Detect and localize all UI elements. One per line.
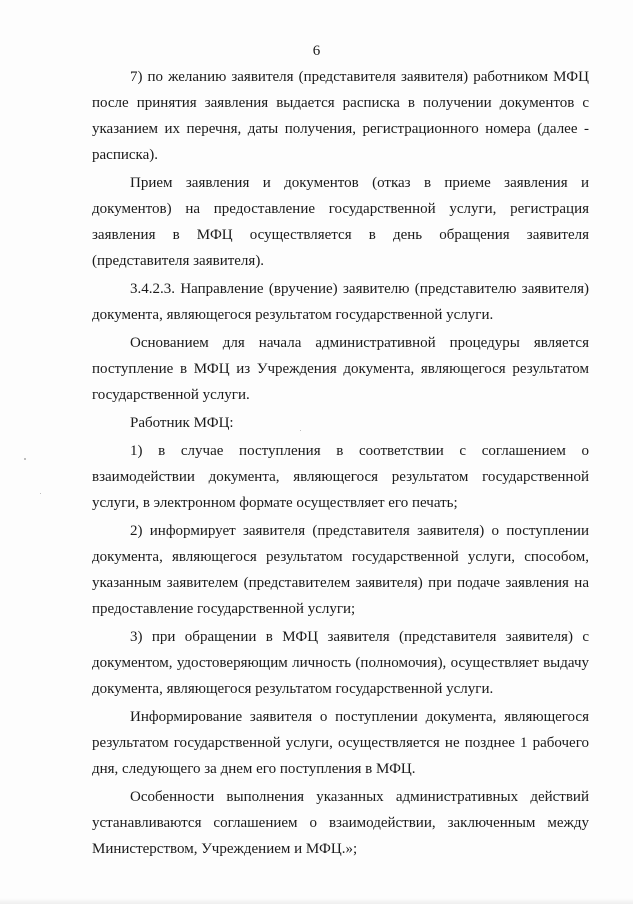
paragraph-basis: Основанием для начала административной процедуры является поступление в МФЦ из Учреждения документа, являющегося результатом государственной услуги. bbox=[92, 335, 589, 403]
paragraph-worker: Работник МФЦ: bbox=[130, 415, 234, 431]
document-body bbox=[92, 64, 589, 864]
list-item-2: 2) информирует заявителя (представителя заявителя) о поступлении документа, являющегося результатом государственной услуги, способом, указанным заявителем (представителем заявителя) при подаче заявления на предоставление государственной услуги; bbox=[92, 523, 589, 617]
list-item-1: 1) в случае поступления в соответствии с соглашением о взаимодействии документа, являющегося результатом государственной услуги, в электронном формате осуществляет его печать; bbox=[92, 443, 589, 511]
paragraph-acceptance: Прием заявления и документов (отказ в приеме заявления и документов) на предоставление государственной услуги, регистрация заявления в МФЦ осуществляется в день обращения заявителя (представителя заявителя). bbox=[92, 175, 589, 269]
scan-speck bbox=[40, 493, 41, 494]
scan-speck bbox=[24, 458, 26, 460]
scan-speck bbox=[300, 430, 301, 431]
paragraph-informing: Информирование заявителя о поступлении документа, являющегося результатом государственной услуги, осуществляется не позднее 1 рабочего дня, следующего за днем его поступления в МФЦ. bbox=[92, 709, 589, 777]
list-item-3: 3) при обращении в МФЦ заявителя (представителя заявителя) с документом, удостоверяющим личность (полномочия), осуществляет выдачу документа, являющегося результатом государственной услуги. bbox=[92, 629, 589, 697]
paragraph-receipt: 7) по желанию заявителя (представителя заявителя) работником МФЦ после принятия заявления выдается расписка в получении документов с указанием их перечня, даты получения, регистрационного номера (далее - расписка). bbox=[92, 69, 589, 163]
paragraph-section-3-4-2-3: 3.4.2.3. Направление (вручение) заявителю (представителю заявителя) документа, являющегося результатом государственной услуги. bbox=[92, 281, 589, 323]
page-number: 6 bbox=[312, 43, 321, 59]
paragraph-specifics: Особенности выполнения указанных административных действий устанавливаются соглашением о взаимодействии, заключенным между Министерством, Учреждением и МФЦ.»; bbox=[92, 789, 589, 857]
page-edge-shadow bbox=[0, 898, 633, 904]
